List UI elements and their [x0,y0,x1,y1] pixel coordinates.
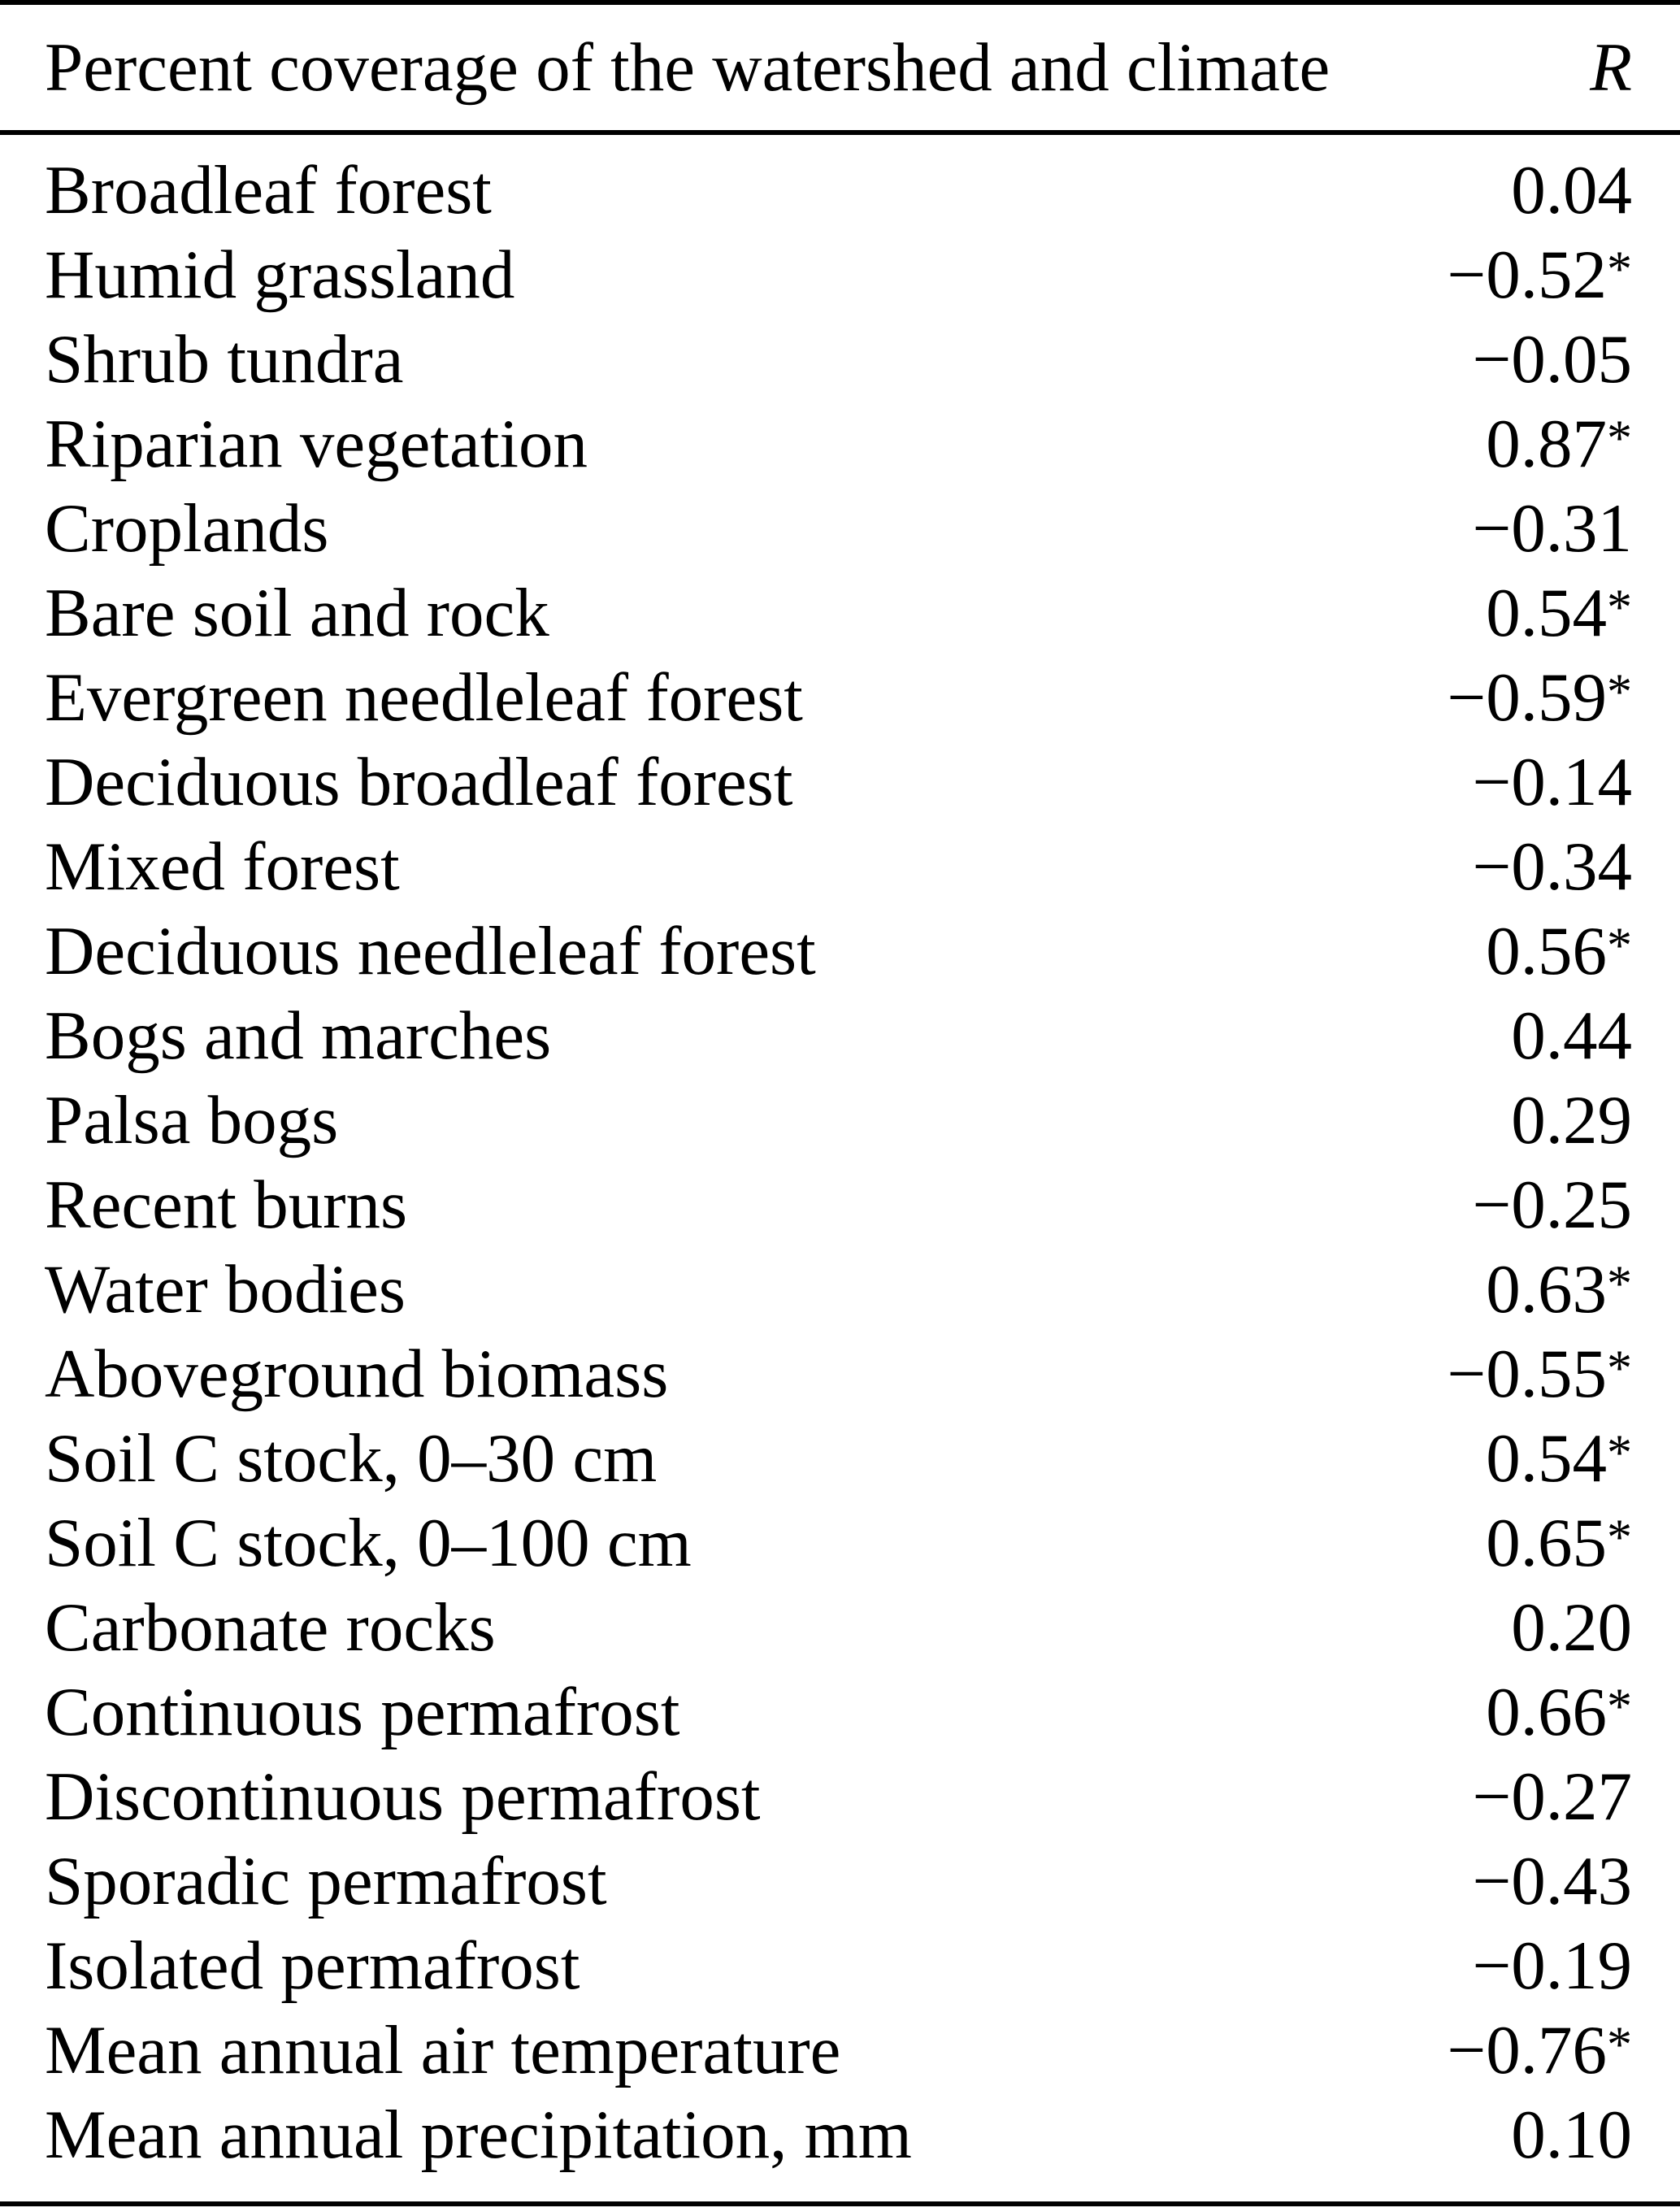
row-value [1511,148,1632,232]
table-header-row [0,5,1680,130]
row-value [1511,993,1632,1078]
table-row [0,486,1680,571]
correlation-value: −0.25 [1472,1167,1632,1243]
row-label: Carbonate rocks [45,1589,496,1666]
header-col-r: R [1590,29,1632,106]
row-value [1447,2008,1632,2092]
table-row [0,1332,1680,1416]
table-bottom-rule [0,2201,1680,2206]
table-row [0,993,1680,1078]
correlation-value: 0.66 [1486,1674,1607,1750]
row-label: Aboveground biomass [45,1336,669,1412]
correlation-value: −0.31 [1472,490,1632,567]
correlation-value: 0.20 [1511,1589,1632,1666]
significance-asterisk: * [1606,1256,1632,1312]
table-row [0,2092,1680,2177]
correlation-value: −0.19 [1472,1927,1632,2004]
table-row [0,1078,1680,1162]
table-row [0,655,1680,740]
correlation-value: −0.55 [1447,1336,1607,1412]
correlation-value: 0.63 [1486,1251,1607,1328]
row-value [1472,1839,1632,1923]
table-header-rule [0,130,1680,135]
row-value [1447,655,1632,740]
correlation-value: 0.44 [1511,997,1632,1074]
row-label: Evergreen needleleaf forest [45,659,803,736]
row-label: Mean annual air temperature [45,2012,841,2088]
table-row [0,824,1680,909]
row-label: Soil C stock, 0–100 cm [45,1505,692,1581]
table-row [0,317,1680,402]
row-value [1472,1923,1632,2008]
header-col-variables: Percent coverage of the watershed and climate [45,29,1331,106]
row-label: Isolated permafrost [45,1927,580,2004]
row-value [1472,486,1632,571]
table-row [0,1839,1680,1923]
row-value [1511,1585,1632,1670]
row-label: Shrub tundra [45,321,404,398]
significance-asterisk: * [1606,241,1632,298]
correlation-value: 0.10 [1511,2097,1632,2173]
row-label: Mean annual precipitation, mm [45,2097,912,2173]
row-value [1511,2092,1632,2177]
significance-asterisk: * [1606,411,1632,467]
row-label: Deciduous needleleaf forest [45,913,816,989]
row-value [1472,824,1632,909]
row-value [1447,232,1632,317]
table-row [0,232,1680,317]
row-label: Broadleaf forest [45,152,492,228]
table-row [0,1923,1680,2008]
significance-asterisk: * [1606,918,1632,974]
correlation-value: −0.43 [1472,1843,1632,1919]
correlation-value: 0.65 [1486,1505,1607,1581]
correlation-value: 0.56 [1486,913,1607,989]
table-row [0,2008,1680,2092]
table-row [0,1501,1680,1585]
correlation-value: 0.54 [1486,575,1607,651]
table-row [0,909,1680,993]
row-label: Continuous permafrost [45,1674,680,1750]
row-value [1486,1247,1632,1332]
row-label: Croplands [45,490,329,567]
row-label: Water bodies [45,1251,406,1328]
table-row [0,1162,1680,1247]
row-value [1486,1501,1632,1585]
table-row [0,1585,1680,1670]
row-label: Recent burns [45,1167,408,1243]
correlation-value: 0.04 [1511,152,1632,228]
significance-asterisk: * [1606,1425,1632,1481]
correlation-value: −0.34 [1472,828,1632,905]
row-value [1486,571,1632,655]
row-value [1472,317,1632,402]
correlation-value: −0.59 [1447,659,1607,736]
significance-asterisk: * [1606,2017,1632,2073]
correlation-value: 0.54 [1486,1420,1607,1497]
row-label: Mixed forest [45,828,400,905]
row-label: Palsa bogs [45,1082,339,1158]
table-row [0,740,1680,824]
correlation-value: −0.76 [1447,2012,1607,2088]
row-value [1486,402,1632,486]
row-value [1511,1078,1632,1162]
correlation-value: −0.14 [1472,744,1632,820]
row-label: Soil C stock, 0–30 cm [45,1420,658,1497]
row-value [1447,1332,1632,1416]
table-row [0,1247,1680,1332]
row-label: Deciduous broadleaf forest [45,744,793,820]
significance-asterisk: * [1606,664,1632,720]
row-label: Humid grassland [45,237,515,313]
row-label: Bogs and marches [45,997,552,1074]
correlation-value: −0.52 [1447,237,1607,313]
table-row [0,571,1680,655]
table-body [0,148,1680,2177]
significance-asterisk: * [1606,1679,1632,1735]
row-label: Bare soil and rock [45,575,549,651]
row-value [1472,1162,1632,1247]
significance-asterisk: * [1606,1341,1632,1397]
row-value [1486,909,1632,993]
correlation-value: 0.29 [1511,1082,1632,1158]
row-value [1486,1416,1632,1501]
correlation-value: −0.27 [1472,1758,1632,1835]
row-label: Discontinuous permafrost [45,1758,761,1835]
row-label: Riparian vegetation [45,406,588,482]
row-value [1472,740,1632,824]
correlation-value: −0.05 [1472,321,1632,398]
significance-asterisk: * [1606,580,1632,636]
table-row [0,1416,1680,1501]
table-row [0,148,1680,232]
correlation-value: 0.87 [1486,406,1607,482]
significance-asterisk: * [1606,1510,1632,1566]
table-row [0,402,1680,486]
row-value [1472,1754,1632,1839]
row-label: Sporadic permafrost [45,1843,607,1919]
table-row [0,1670,1680,1754]
table-row [0,1754,1680,1839]
row-value [1486,1670,1632,1754]
